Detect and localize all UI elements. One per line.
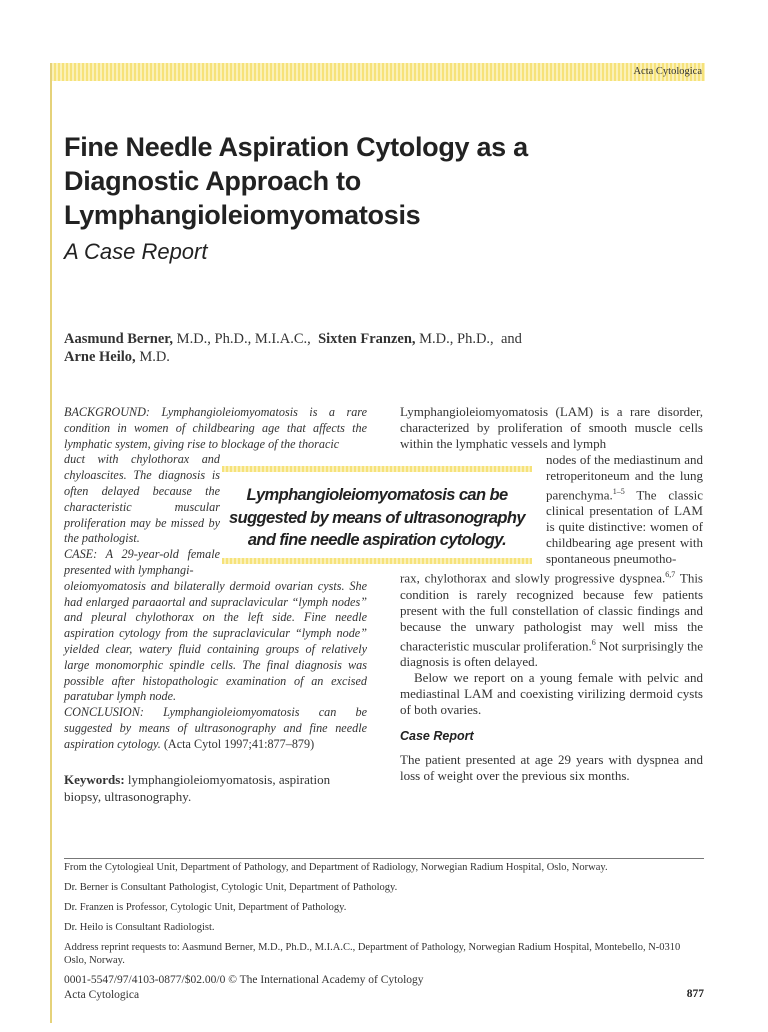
footer-journal: Acta Cytologica xyxy=(64,989,140,1001)
article-title: Fine Needle Aspiration Cytology as a Diagnostic Approach to Lymphangioleiomyomatosis xyxy=(64,132,528,230)
footnotes xyxy=(64,861,704,974)
abstract-citation: (Acta Cytol 1997;41:877–879) xyxy=(163,736,315,751)
abstract-background: BACKGROUND: Lymphangioleiomyomatosis is a rare condition in women of childbearing age that affects the lymphatic system, giving rise to blockage of the thoracic xyxy=(64,405,367,451)
reference-marker: 1–5 xyxy=(612,487,625,496)
author-name: Arne Heilo, xyxy=(64,349,136,365)
author-name: Sixten Franzen, xyxy=(318,331,416,347)
author-list xyxy=(64,330,664,366)
body-text: The classic clinical presentation of LAM is quite distinctive: women of childbearing age present with spontaneous pneumotho- xyxy=(546,487,703,567)
body-text: rax, chylothorax and slowly progressive dyspnea. xyxy=(400,570,666,586)
body-paragraph: The patient presented at age 29 years with dyspnea and loss of weight over the previous six months. xyxy=(400,751,703,783)
body-column xyxy=(400,404,703,784)
abstract xyxy=(64,405,367,753)
keywords xyxy=(64,771,369,805)
author-degrees: M.D., Ph.D., xyxy=(419,331,494,347)
footnote-affiliation: From the Cytologieal Unit, Department of Pathology, and Department of Radiology, Norwegian Radium Hospital, Oslo, Norway. xyxy=(64,862,608,873)
reference-marker: 6 xyxy=(591,637,596,647)
running-header-journal: Acta Cytologica xyxy=(633,66,702,77)
footnote-author: Dr. Heilo is Consultant Radiologist. xyxy=(64,922,215,933)
footnote-rule xyxy=(64,858,704,859)
footnote-reprint: Address reprint requests to: Aasmund Berner, M.D., Ph.D., M.I.A.C., Department of Pathology, Norwegian Radium Hospital, Montebello, N-0310 Oslo, Norway. xyxy=(64,942,681,966)
body-paragraph: Below we report on a young female with pelvic and mediastinal LAM and coexisting virilizing dermoid cysts of both ovaries. xyxy=(400,669,703,717)
author-joiner: and xyxy=(500,331,522,347)
body-text: nodes of the mediastinum and retroperitoneum and the lung parenchyma. xyxy=(546,452,703,503)
keywords-text: lymphangioleiomyomatosis, aspiration biopsy, ultrasonography. xyxy=(64,772,331,804)
page-number: 877 xyxy=(686,988,704,1000)
copyright-line xyxy=(64,973,424,1003)
abstract-case-continued: oleiomyomatosis and bilaterally dermoid ovarian cysts. She had enlarged paraaortal and supraclavicular “lymph nodes” and pleural chylothorax on the left side. Fine needle aspiration cytology from the supraclavicular “lymph node” yielded clear, watery fluid containing groups of relatively large monomorphic spindle cells. The final diagnosis was possible after histopathologic examination of an excised paratubar lymph node. xyxy=(64,578,367,704)
abstract-background-wrap: duct with chylothorax and chyloascites. The diagnosis is often delayed because the characteristic muscular proliferation may be missed by the pathologist. xyxy=(64,452,220,546)
margin-rule xyxy=(50,63,52,1023)
issn-text: 0001-5547/97/4103-0877/$02.00/0 © The International Academy of Cytology xyxy=(64,974,424,986)
footnote-author: Dr. Franzen is Professor, Cytologic Unit, Department of Pathology. xyxy=(64,902,347,913)
body-text: Not surprisingly the diagnosis is often delayed. xyxy=(400,637,703,669)
header-band xyxy=(50,63,705,81)
abstract-case: CASE: A 29-year-old female presented with lymphangi- xyxy=(64,547,220,577)
author-degrees: M.D., Ph.D., M.I.A.C., xyxy=(176,331,311,347)
pull-quote: Lymphangioleiomyomatosis can be suggested by means of ultrasonography and fine needle aspiration cytology. xyxy=(229,486,525,549)
article-subtitle: A Case Report xyxy=(64,239,208,264)
abstract-conclusion xyxy=(64,705,367,752)
section-heading: Case Report xyxy=(400,728,474,743)
body-wrap-around-quote xyxy=(400,452,703,567)
abstract-conclusion-text: CONCLUSION: Lymphangioleiomyomatosis can be suggested by means of ultrasonography and fine needle aspiration cytology. xyxy=(64,705,367,751)
keywords-label: Keywords: xyxy=(64,772,125,787)
author-name: Aasmund Berner, xyxy=(64,331,174,347)
body-paragraph: Lymphangioleiomyomatosis (LAM) is a rare disorder, characterized by proliferation of smooth muscle cells within the lymphatic vessels and lymph xyxy=(400,404,703,451)
body-text: This condition is rarely recognized because few patients present with the full constellation of classic findings and because the unwary pathologist may well miss the characteristic muscular proliferation. xyxy=(400,570,703,653)
author-degrees: M.D. xyxy=(139,349,170,365)
body-paragraph-continued xyxy=(400,567,703,670)
reference-marker: 6,7 xyxy=(665,570,676,580)
footnote-author: Dr. Berner is Consultant Pathologist, Cytologic Unit, Department of Pathology. xyxy=(64,882,398,893)
